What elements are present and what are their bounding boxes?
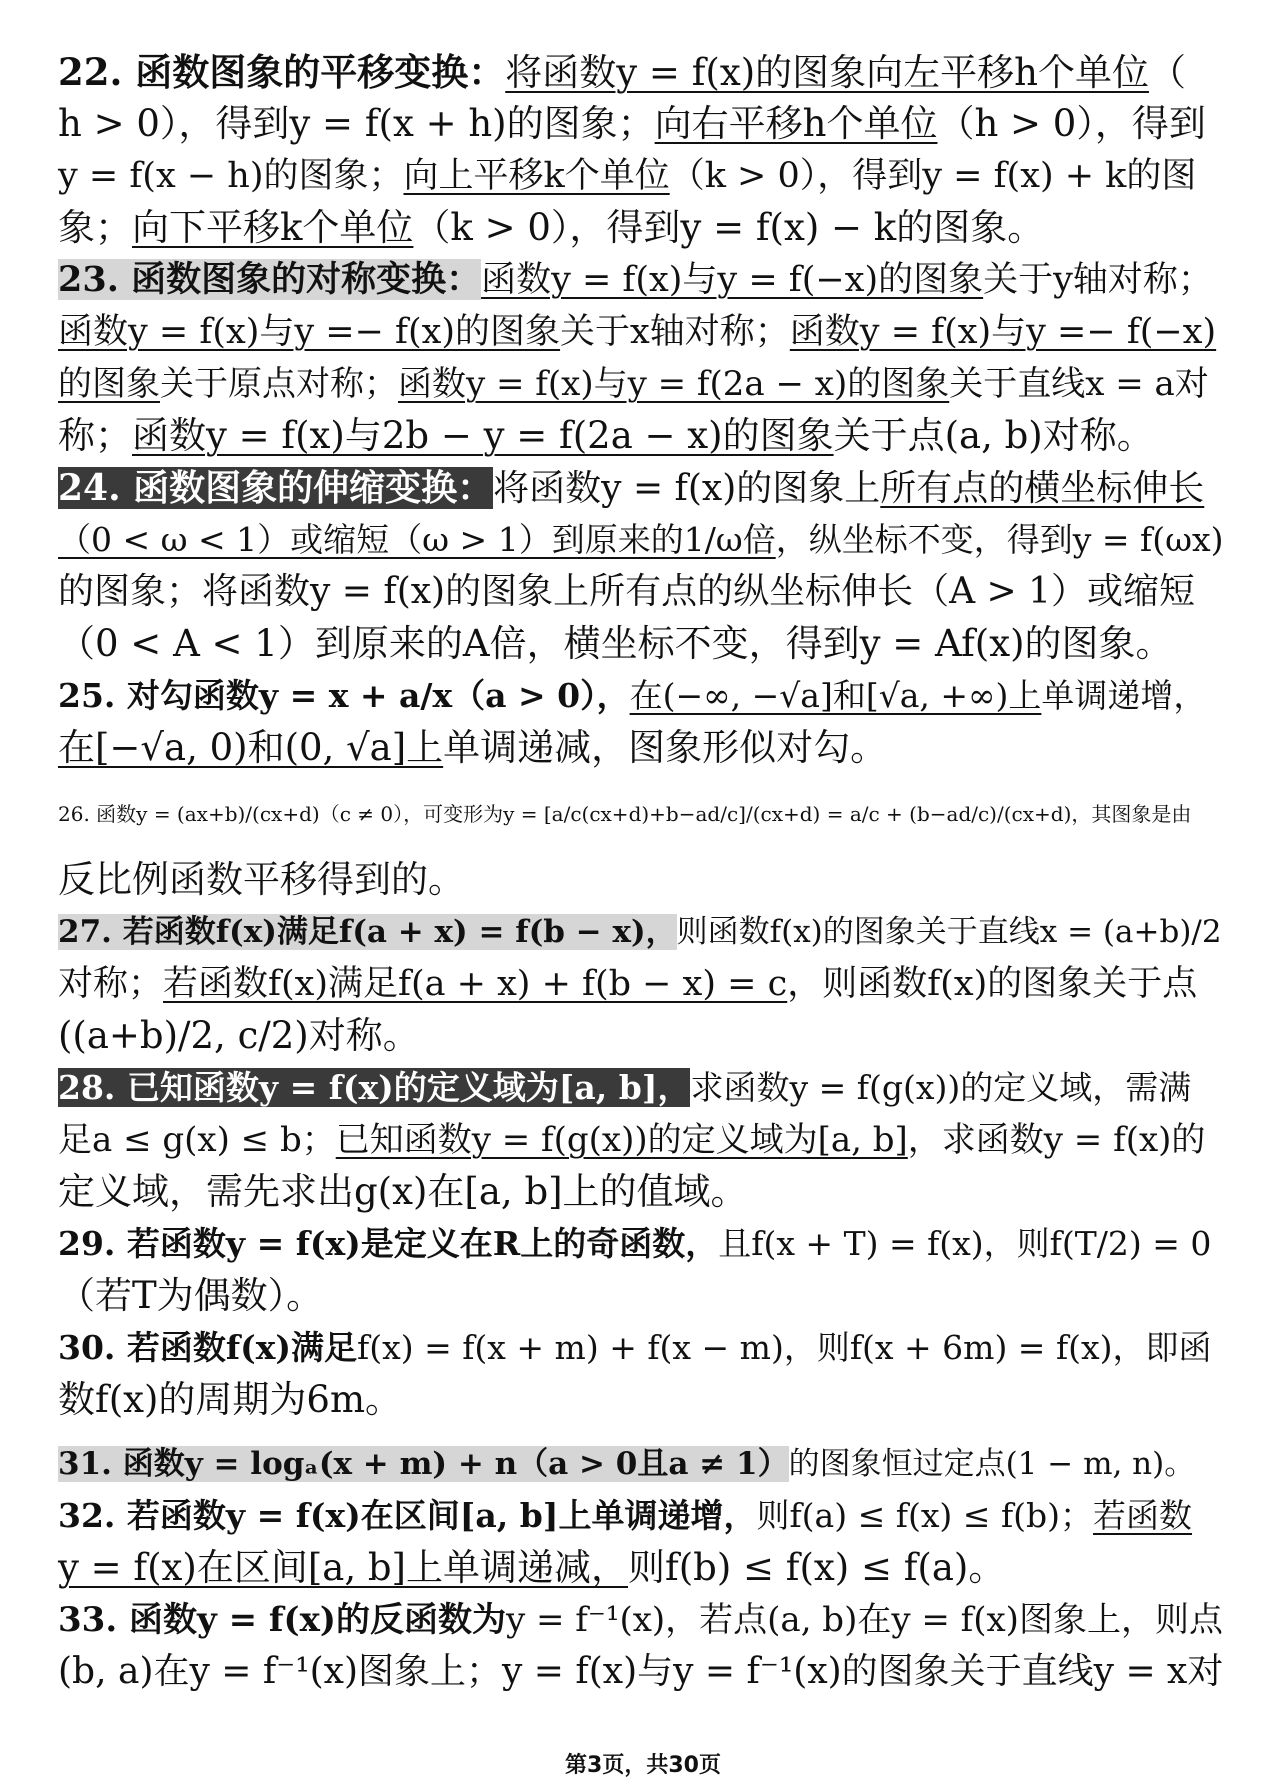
text-segment: 25. 对勾函数y = x + a/x（a > 0）， [58,676,630,715]
text-line [58,1438,1223,1490]
text-segment: 关于x轴对称； [560,312,790,352]
text-segment: 33. 函数y = f(x)的反函数为 [58,1600,506,1640]
underlined-text: 函数y = f(x)与y =− f(x)的图象 [58,312,561,352]
underlined-text: 已知函数y = f(g(x))的定义域为[a, b] [335,1120,908,1160]
text-segment: 22. 函数图象的平移变换： [58,50,506,94]
underlined-text: 所有点的横坐标伸长 [880,468,1205,509]
text-segment: ，纵坐标不变，得到y = f(ωx) [775,520,1224,559]
text-line [58,150,1223,202]
text-segment: 将函数y = f(x)的图象上 [493,468,881,509]
text-segment: 30. 若函数f(x)满足 [58,1328,357,1367]
text-line [58,906,1223,958]
text-segment: 32. 若函数y = f(x)在区间[a, b]上单调递增， [58,1496,757,1535]
underlined-text: 函数y = f(x)与2b − y = f(2a − x)的图象 [132,414,834,457]
text-segment: 则f(a) ≤ f(x) ≤ f(b)； [756,1496,1094,1535]
text-line [58,1218,1223,1270]
highlighted-heading: 28. 已知函数y = f(x)的定义域为[a, b]， [58,1068,691,1107]
underlined-text: 若函数f(x)满足f(a + x) + f(b − x) = c [163,964,788,1004]
text-segment: 单调递增， [1041,676,1207,715]
highlighted-heading: 27. 若函数f(x)满足f(a + x) = f(b − x)， [58,914,677,950]
underlined-text: 在[−√a, 0)和(0, √a]上 [58,726,444,769]
text-segment: （若T为偶数）。 [58,1274,324,1317]
text-line [58,306,1223,358]
highlighted-heading: 31. 函数y = logₐ(x + m) + n（a > 0且a ≠ 1） [58,1446,789,1482]
page-number: 第3页，共30页 [565,1753,721,1778]
text-line [58,202,1223,254]
text-line [58,46,1223,98]
text-line [58,854,1223,906]
text-segment: 反比例函数平移得到的。 [58,858,465,901]
text-segment: 足a ≤ g(x) ≤ b； [58,1120,336,1160]
text-segment: （0 < A < 1）到原来的A倍，横坐标不变，得到y = Af(x)的图象。 [58,622,1173,665]
highlighted-heading: 24. 函数图象的伸缩变换： [58,467,494,509]
text-segment: 称； [58,414,132,457]
text-line [58,1490,1223,1542]
text-line [58,1270,1223,1322]
text-line [58,410,1223,462]
text-line [58,618,1223,670]
text-line [58,722,1223,774]
text-segment: 29. 若函数y = f(x)是定义在R上的奇函数， [58,1224,719,1263]
text-segment: ((a+b)/2, c/2)对称。 [58,1014,420,1057]
text-segment: (b, a)在y = f⁻¹(x)图象上；y = f(x)与y = f⁻¹(x)的图象关于直线y = x对 [58,1651,1224,1692]
underlined-text: （0 < ω < 1）或缩短（ω > 1）到原来的1/ω倍 [58,520,776,559]
text-line [58,462,1223,514]
text-segment: 关于点(a, b)对称。 [833,414,1154,457]
text-segment: 26. 函数y = (ax+b)/(cx+d)（c ≠ 0），可变形为y = [a/c(cx+d)+b−ad/c]/(cx+d) = a/c + (b−ad/c)/(cx+d)，其图象是由 [58,802,1192,826]
text-segment: （k > 0），得到y = f(x) + k的图 [669,156,1197,196]
text-line [58,1062,1223,1114]
text-segment: 的图象；将函数y = f(x)的图象上所有点的纵坐标伸长（A > 1）或缩短 [58,571,1196,612]
text-line [58,958,1223,1010]
text-line [58,1166,1223,1218]
highlighted-heading: 23. 函数图象的对称变换： [58,259,482,300]
underlined-text: 向上平移k个单位 [403,156,670,196]
text-line [58,254,1223,306]
text-segment: 关于y轴对称； [983,260,1213,300]
underlined-text: 在(−∞, −√a]和[√a, +∞)上 [629,676,1042,715]
text-segment: 定义域，需先求出g(x)在[a, b]上的值域。 [58,1170,748,1213]
text-line [58,774,1223,854]
text-line [58,514,1223,566]
underlined-text: 函数y = f(x)与y = f(−x)的图象 [481,260,984,300]
text-segment: 关于直线x = a对 [949,364,1209,404]
text-segment: （h > 0），得到 [937,102,1206,145]
text-segment: 则f(b) ≤ f(x) ≤ f(a)。 [628,1546,1006,1589]
text-line [58,98,1223,150]
text-segment: 象； [58,206,132,249]
text-segment: f(x) = f(x + m) + f(x − m)，则f(x + 6m) = f(x)，即函 [357,1328,1212,1367]
text-line [58,1322,1223,1374]
text-segment: 则函数f(x)的图象关于直线x = (a+b)/2 [676,914,1222,950]
text-segment: 关于原点对称； [160,364,398,404]
text-segment: 对称； [58,964,164,1004]
text-line [58,1594,1223,1646]
document-body [58,46,1223,1698]
text-line [58,566,1223,618]
text-segment: ，则函数f(x)的图象关于点 [787,964,1198,1004]
underlined-text: 函数y = f(x)与y =− f(−x) [789,312,1217,352]
text-segment: （ [1148,51,1186,94]
text-line [58,1010,1223,1062]
text-segment: 且f(x + T) = f(x)，则f(T/2) = 0 [718,1224,1212,1263]
underlined-text: 的图象 [58,364,160,404]
text-line [58,1114,1223,1166]
text-line [58,1542,1223,1594]
text-segment: 求函数y = f(g(x))的定义域，需满 [690,1068,1192,1107]
underlined-text: y = f(x)在区间[a, b]上单调递减， [58,1546,628,1589]
text-line [58,358,1223,410]
underlined-text: 向右平移h个单位 [654,102,938,145]
text-segment: y = f(x − h)的图象； [58,156,404,196]
text-line [58,670,1223,722]
text-segment: 数f(x)的周期为6m。 [58,1378,403,1421]
spacer [58,1426,1223,1438]
underlined-text: 向下平移k个单位 [132,206,414,249]
underlined-text: 若函数 [1093,1496,1193,1535]
text-segment: （k > 0），得到y = f(x) − k的图象。 [413,206,1045,249]
text-segment: 单调递减，图象形似对勾。 [443,726,888,769]
text-segment: 的图象恒过定点(1 − m, n)。 [788,1446,1196,1482]
underlined-text: 将函数y = f(x)的图象向左平移h个单位 [505,51,1149,94]
text-line [58,1374,1223,1426]
text-segment: ，求函数y = f(x)的 [907,1120,1206,1160]
text-segment: y = f⁻¹(x)，若点(a, b)在y = f(x)图象上，则点 [505,1600,1223,1640]
text-segment: h > 0），得到y = f(x + h)的图象； [58,102,655,145]
underlined-text: 函数y = f(x)与y = f(2a − x)的图象 [398,364,950,404]
text-line [58,1646,1223,1698]
